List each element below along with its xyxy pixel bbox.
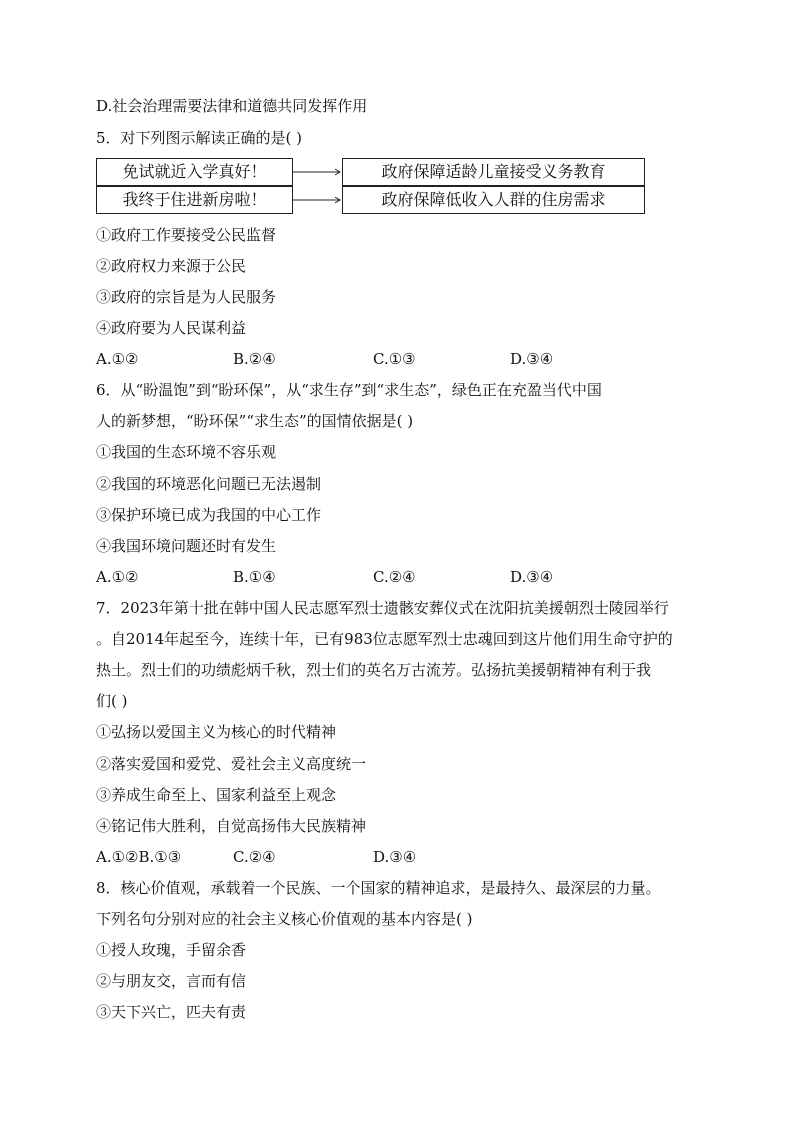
q7-item-3: ③养成生命至上、国家利益至上观念 [96, 786, 337, 804]
q5-item-3: ③政府的宗旨是为人民服务 [96, 288, 277, 306]
q6-choice-a[interactable]: A.①② [96, 568, 139, 586]
question-6-stem-line-2: 人的新梦想，“盼环保”“求生态”的国情依据是( ) [96, 412, 414, 430]
question-7-stem-line-1: 7．2023年第十批在韩中国人民志愿军烈士遗骸安葬仪式在沈阳抗美援朝烈士陵园举行 [96, 599, 669, 617]
question-7-stem-line-3: 热土。烈士们的功绩彪炳千秋，烈士们的英名万古流芳。弘扬抗美援朝精神有利于我 [96, 661, 652, 679]
diagram-right-box-2: 政府保障低收入人群的住房需求 [342, 186, 645, 214]
q5-choice-c[interactable]: C.①③ [373, 350, 416, 368]
q6-item-1: ①我国的生态环境不容乐观 [96, 443, 277, 461]
q5-item-4: ④政府要为人民谋利益 [96, 319, 247, 337]
q6-item-2: ②我国的环境恶化问题已无法遏制 [96, 475, 322, 493]
q6-choice-c[interactable]: C.②④ [373, 568, 416, 586]
diagram-left-box-2: 我终于住进新房啦！ [96, 186, 293, 214]
line-d-option: D.社会治理需要法律和道德共同发挥作用 [96, 97, 368, 115]
diagram-right-box-1: 政府保障适龄儿童接受义务教育 [342, 158, 645, 186]
q6-choice-d[interactable]: D.③④ [510, 568, 554, 586]
q7-choice-c[interactable]: C.②④ [233, 848, 276, 866]
q7-choice-d[interactable]: D.③④ [373, 848, 417, 866]
q5-choice-b[interactable]: B.②④ [233, 350, 276, 368]
question-8-stem-line-2: 下列名句分别对应的社会主义核心价值观的基本内容是( ) [96, 910, 473, 928]
q5-item-1: ①政府工作要接受公民监督 [96, 226, 277, 244]
diagram-arrows [0, 0, 794, 240]
q7-answer-choices [96, 847, 696, 867]
q5-item-2: ②政府权力来源于公民 [96, 257, 247, 275]
question-7-stem-line-4: 们( ) [96, 692, 128, 710]
q8-item-3: ③天下兴亡，匹夫有责 [96, 1003, 247, 1021]
q8-item-1: ①授人玫瑰，手留余香 [96, 941, 247, 959]
question-5-stem: 5．对下列图示解读正确的是( ) [96, 129, 303, 147]
q8-item-2: ②与朋友交，言而有信 [96, 972, 247, 990]
q6-choice-b[interactable]: B.①④ [233, 568, 276, 586]
diagram-left-box-1: 免试就近入学真好！ [96, 158, 293, 186]
q5-answer-choices [96, 349, 696, 369]
q7-item-4: ④铭记伟大胜利，自觉高扬伟大民族精神 [96, 817, 367, 835]
q6-item-3: ③保护环境已成为我国的中心工作 [96, 506, 322, 524]
q5-choice-a[interactable]: A.①② [96, 350, 139, 368]
question-6-stem-line-1: 6．从“盼温饱”到“盼环保”，从“求生存”到“求生态”，绿色正在充盈当代中国 [96, 381, 602, 399]
q5-choice-d[interactable]: D.③④ [510, 350, 554, 368]
q6-answer-choices [96, 567, 696, 587]
q7-choice-ab[interactable]: A.①②B.①③ [96, 848, 182, 866]
q7-item-1: ①弘扬以爱国主义为核心的时代精神 [96, 723, 337, 741]
question-7-stem-line-2: 。自2014年起至今，连续十年，已有983位志愿军烈士忠魂回到这片他们用生命守护的 [96, 630, 673, 648]
q6-item-4: ④我国环境问题还时有发生 [96, 537, 277, 555]
q7-item-2: ②落实爱国和爱党、爱社会主义高度统一 [96, 755, 367, 773]
question-8-stem-line-1: 8．核心价值观，承载着一个民族、一个国家的精神追求，是最持久、最深层的力量。 [96, 879, 661, 897]
